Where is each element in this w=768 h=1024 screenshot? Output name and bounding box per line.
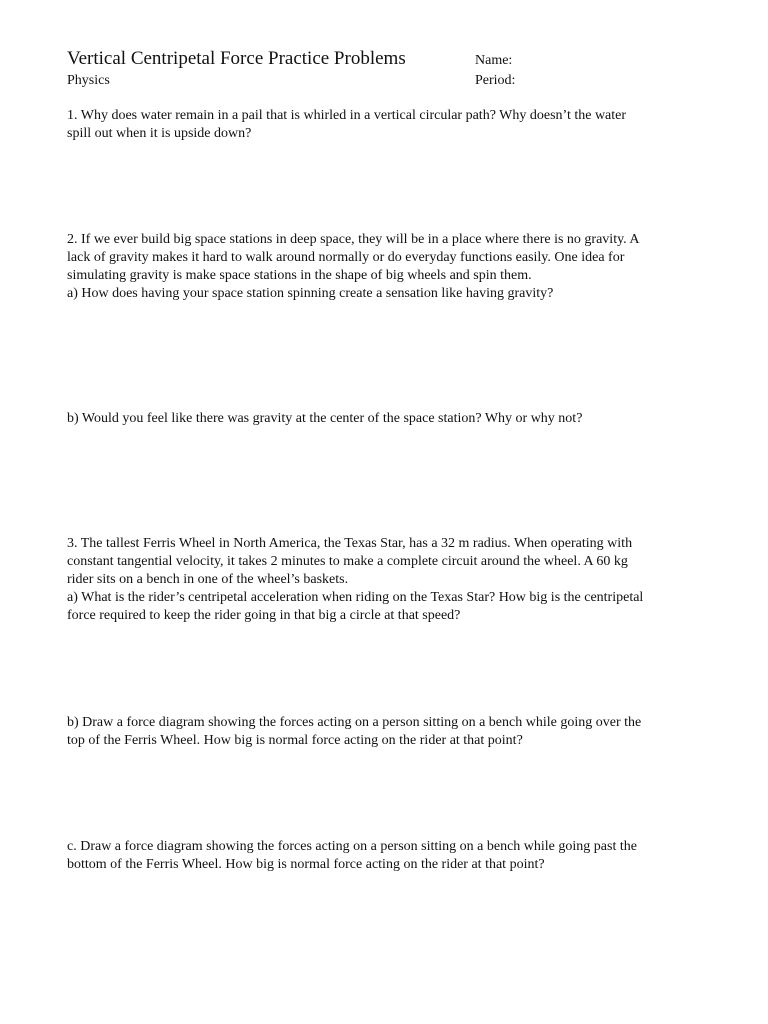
- question-line: constant tangential velocity, it takes 2 minutes to make a complete circuit around the wheel. A 60 kg: [67, 554, 628, 569]
- question-3a: a) What is the rider’s centripetal acceleration when riding on the Texas Star? How big is the centripetal: [67, 590, 644, 605]
- question-3c: [67, 838, 707, 874]
- question-line: 3. The tallest Ferris Wheel in North America, the Texas Star, has a 32 m radius. When operating with: [67, 536, 633, 551]
- question-line: c. Draw a force diagram showing the forces acting on a person sitting on a bench while going past the: [67, 839, 637, 854]
- question-line: top of the Ferris Wheel. How big is normal force acting on the rider at that point?: [67, 733, 523, 748]
- question-2a: a) How does having your space station spinning create a sensation like having gravity?: [67, 286, 554, 301]
- question-line: rider sits on a bench in one of the wheel’s baskets.: [67, 572, 349, 587]
- question-line: bottom of the Ferris Wheel. How big is normal force acting on the rider at that point?: [67, 857, 545, 872]
- question-1: [67, 107, 707, 143]
- subject-label: Physics: [67, 73, 110, 88]
- question-line: force required to keep the rider going in that big a circle at that speed?: [67, 608, 461, 623]
- question-line: simulating gravity is make space stations in the shape of big wheels and spin them.: [67, 268, 532, 283]
- question-2b: [67, 410, 707, 428]
- question-line: 2. If we ever build big space stations in deep space, they will be in a place where there is no gravity. A: [67, 232, 640, 247]
- question-3: [67, 535, 707, 625]
- period-label: Period:: [475, 73, 516, 88]
- question-line: 1. Why does water remain in a pail that is whirled in a vertical circular path? Why doesn’t the water: [67, 108, 627, 123]
- question-3b: [67, 714, 707, 750]
- question-2: [67, 231, 707, 303]
- question-line: b) Draw a force diagram showing the forces acting on a person sitting on a bench while going over the: [67, 715, 642, 730]
- question-line: b) Would you feel like there was gravity at the center of the space station? Why or why not?: [67, 411, 583, 426]
- question-line: spill out when it is upside down?: [67, 126, 252, 141]
- name-label: Name:: [475, 53, 513, 68]
- question-line: lack of gravity makes it hard to walk around normally or do everyday functions easily. One idea for: [67, 250, 625, 265]
- page-title: Vertical Centripetal Force Practice Problems: [67, 48, 406, 69]
